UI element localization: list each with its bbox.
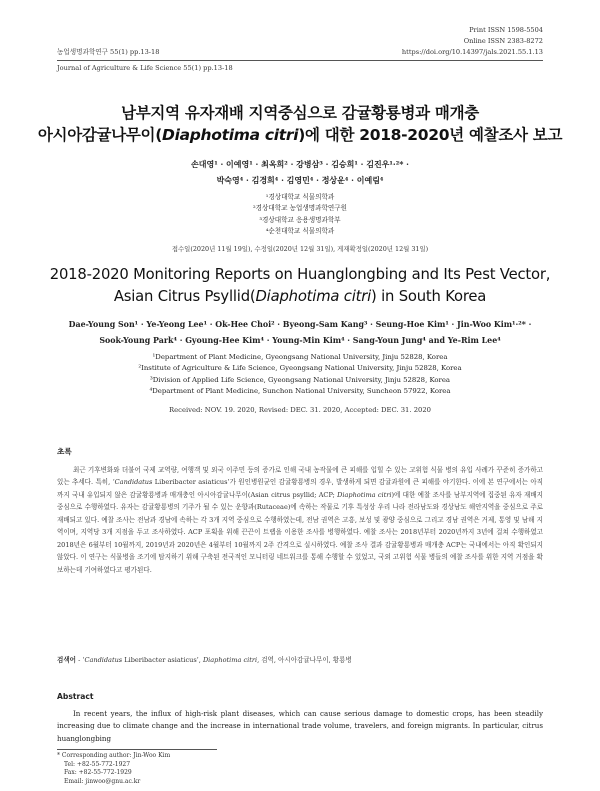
- title-en-line2: Asian Citrus Psyllid(Diaphotima citri) in South Korea: [113, 288, 487, 305]
- footnote: [57, 752, 170, 787]
- abstract-en-heading: Abstract: [57, 692, 94, 701]
- dates-en: Received: NOV. 19. 2020, Revised: DEC. 31. 2020, Accepted: DEC. 31. 2020: [169, 406, 431, 414]
- abstract-ko-body: 최근 기후변화와 더불어 국제 교역량, 여행객 및 외국 이주민 등의 증가로 인해 국내 농작물에 큰 피해를 입힐 수 있는 고위험 식물 병의 유입 사례가 꾸준히 증가하고 있는 추세다. 특히, ‘Candidatus Liberibacter asiaticus’가 원인병원균인 감귤황룡병의 경우, 발생하게 되면 감귤과원에 큰 피해를 야기한다. 이에 본 연구에서는 아직까지 국내 유입되지 않은 감귤황룡병과 매개충인 아시아감귤나무이(Asian citrus psyllid; ACP; Diaphotima citri)에 대한 예찰 조사를 남부지역에 집중된 유자 재배지 중심으로 수행하였다. 유자는 감귤황룡병의 기주가 될 수 있는 운향과(Rutaceae)에 속하는 작물로 기후 특성상 우리 나라 전라남도와 경상남도 해안지역을 중심으로 주로 재배되고 있다. 예찰 조사는 전남과 경남에 속하는 각 3개 지역 중심으로 수행하였는데, 전남 권역은 고흥, 보성 및 광양 중심으로 그리고 경남 권역은 거제, 통영 및 남해 지역이며, 지역당 3개 지점을 두고 조사하였다. ACP 포획을 위해 끈끈이 트랩을 이용한 조사를 병행하였다. 예찰 조사는 2018년부터 2020년까지 3년에 걸쳐 수행하였고 2018년은 6월부터 10월까지, 2019년과 2020년은 4월부터 10월까지 2주 간격으로 실시하였다. 예찰 조사 결과 감귤황룡병과 매개충 ACP는 국내에서는 아직 확인되지 않았다. 이 연구는 식물병을 조기에 탐지하기 위해 구축된 전국적인 모니터링 네트워크를 통해 수행할 수 있었고, 국외 고위험 식물 병들의 예찰 조사를 위한 지역 거점을 확보하는데 기여하였다고 평가된다.: [57, 466, 544, 574]
- journal-citation-en: Journal of Agriculture & Life Science 55(1) pp.13-18: [57, 64, 233, 72]
- footnote-email[interactable]: Email: jinwoo@gnu.ac.kr: [64, 778, 141, 786]
- affiliation-ko-3: ³경상대학교 응용생명과학부: [259, 215, 341, 224]
- authors-ko-line2: 박숙영⁴ · 김경희⁴ · 김영민⁴ · 정상운⁴ · 이예림⁴: [216, 175, 384, 185]
- authors-ko-line1: 손대영¹ · 이예영¹ · 최옥희² · 강병삼³ · 김승희¹ · 김진우¹·²* ·: [191, 159, 409, 169]
- online-issn: Online ISSN 2383-8272: [463, 37, 543, 45]
- title-en-line1: 2018-2020 Monitoring Reports on Huanglongbing and Its Pest Vector,: [49, 266, 551, 283]
- affiliation-ko-1: ¹경상대학교 식물의학과: [265, 193, 335, 201]
- affiliations-ko: [0, 192, 600, 237]
- authors-en-line1: Dae-Young Son¹ · Ye-Yeong Lee¹ · Ok-Hee Choi² · Byeong-Sam Kang³ · Seung-Hoe Kim¹ · Jin-Woo Kim¹·²* ·: [68, 320, 532, 329]
- affiliation-en-2: ²Institute of Agriculture & Life Science, Gyeongsang National University, Jinju 52828, Korea: [138, 364, 462, 373]
- affiliation-ko-4: ⁴순천대학교 식물의학과: [265, 226, 335, 235]
- doi-link[interactable]: https://doi.org/10.14397/jals.2021.55.1.13: [401, 48, 543, 56]
- footnote-tel: Tel: +82-55-772-1927: [64, 760, 131, 768]
- title-ko-line2: 아시아감귤나무이(Diaphotima citri)에 대한 2018-2020년 예찰조사 보고: [37, 126, 563, 144]
- dates-ko: 접수일(2020년 11월 19일), 수정일(2020년 12월 31일), 게재확정일(2020년 12월 31일): [171, 245, 429, 253]
- footnote-rule: [57, 749, 217, 750]
- print-issn: Print ISSN 1598-5504: [469, 26, 543, 34]
- authors-en-line2: Sook-Young Park⁴ · Gyoung-Hee Kim⁴ · Young-Min Kim⁴ · Sang-Youn Jung⁴ and Ye-Rim Lee⁴: [99, 336, 501, 345]
- affiliation-en-4: ⁴Department of Plant Medicine, Sunchon National University, Suncheon 57922, Korea: [149, 386, 451, 395]
- affiliation-en-1: ¹Department of Plant Medicine, Gyeongsang National University, Jinju 52828, Korea: [152, 353, 448, 361]
- abstract-ko-heading: 초록: [57, 447, 72, 456]
- footnote-fax: Fax: +82-55-772-1929: [64, 769, 132, 777]
- keywords-ko: 검색어 - ‘Candidatus Liberibacter asiaticus’, Diaphotima citri, 검역, 아시아감귤나무이, 황룡병: [57, 656, 352, 664]
- affiliation-en-3: ³Division of Applied Life Science, Gyeongsang National University, Jinju 52828, Korea: [149, 375, 451, 384]
- journal-citation-ko: 농업생명과학연구 55(1) pp.13-18: [57, 48, 160, 56]
- affiliations-en: [0, 352, 600, 397]
- title-ko-line1: 남부지역 유자재배 지역중심으로 감귤황룡병과 매개충: [121, 104, 479, 122]
- header-rule: [57, 60, 543, 61]
- corresponding-author: * Corresponding author: Jin-Woo Kim: [57, 752, 171, 759]
- affiliation-ko-2: ²경상대학교 농업생명과학연구원: [253, 204, 347, 213]
- abstract-en-body: In recent years, the influx of high-risk plant diseases, which can cause serious damage to domestic crops, has been steadily increasing due to climate change and the increase in international trade volume, travelers, and foreign migrants. In particular, citrus huanglongbing: [57, 709, 543, 743]
